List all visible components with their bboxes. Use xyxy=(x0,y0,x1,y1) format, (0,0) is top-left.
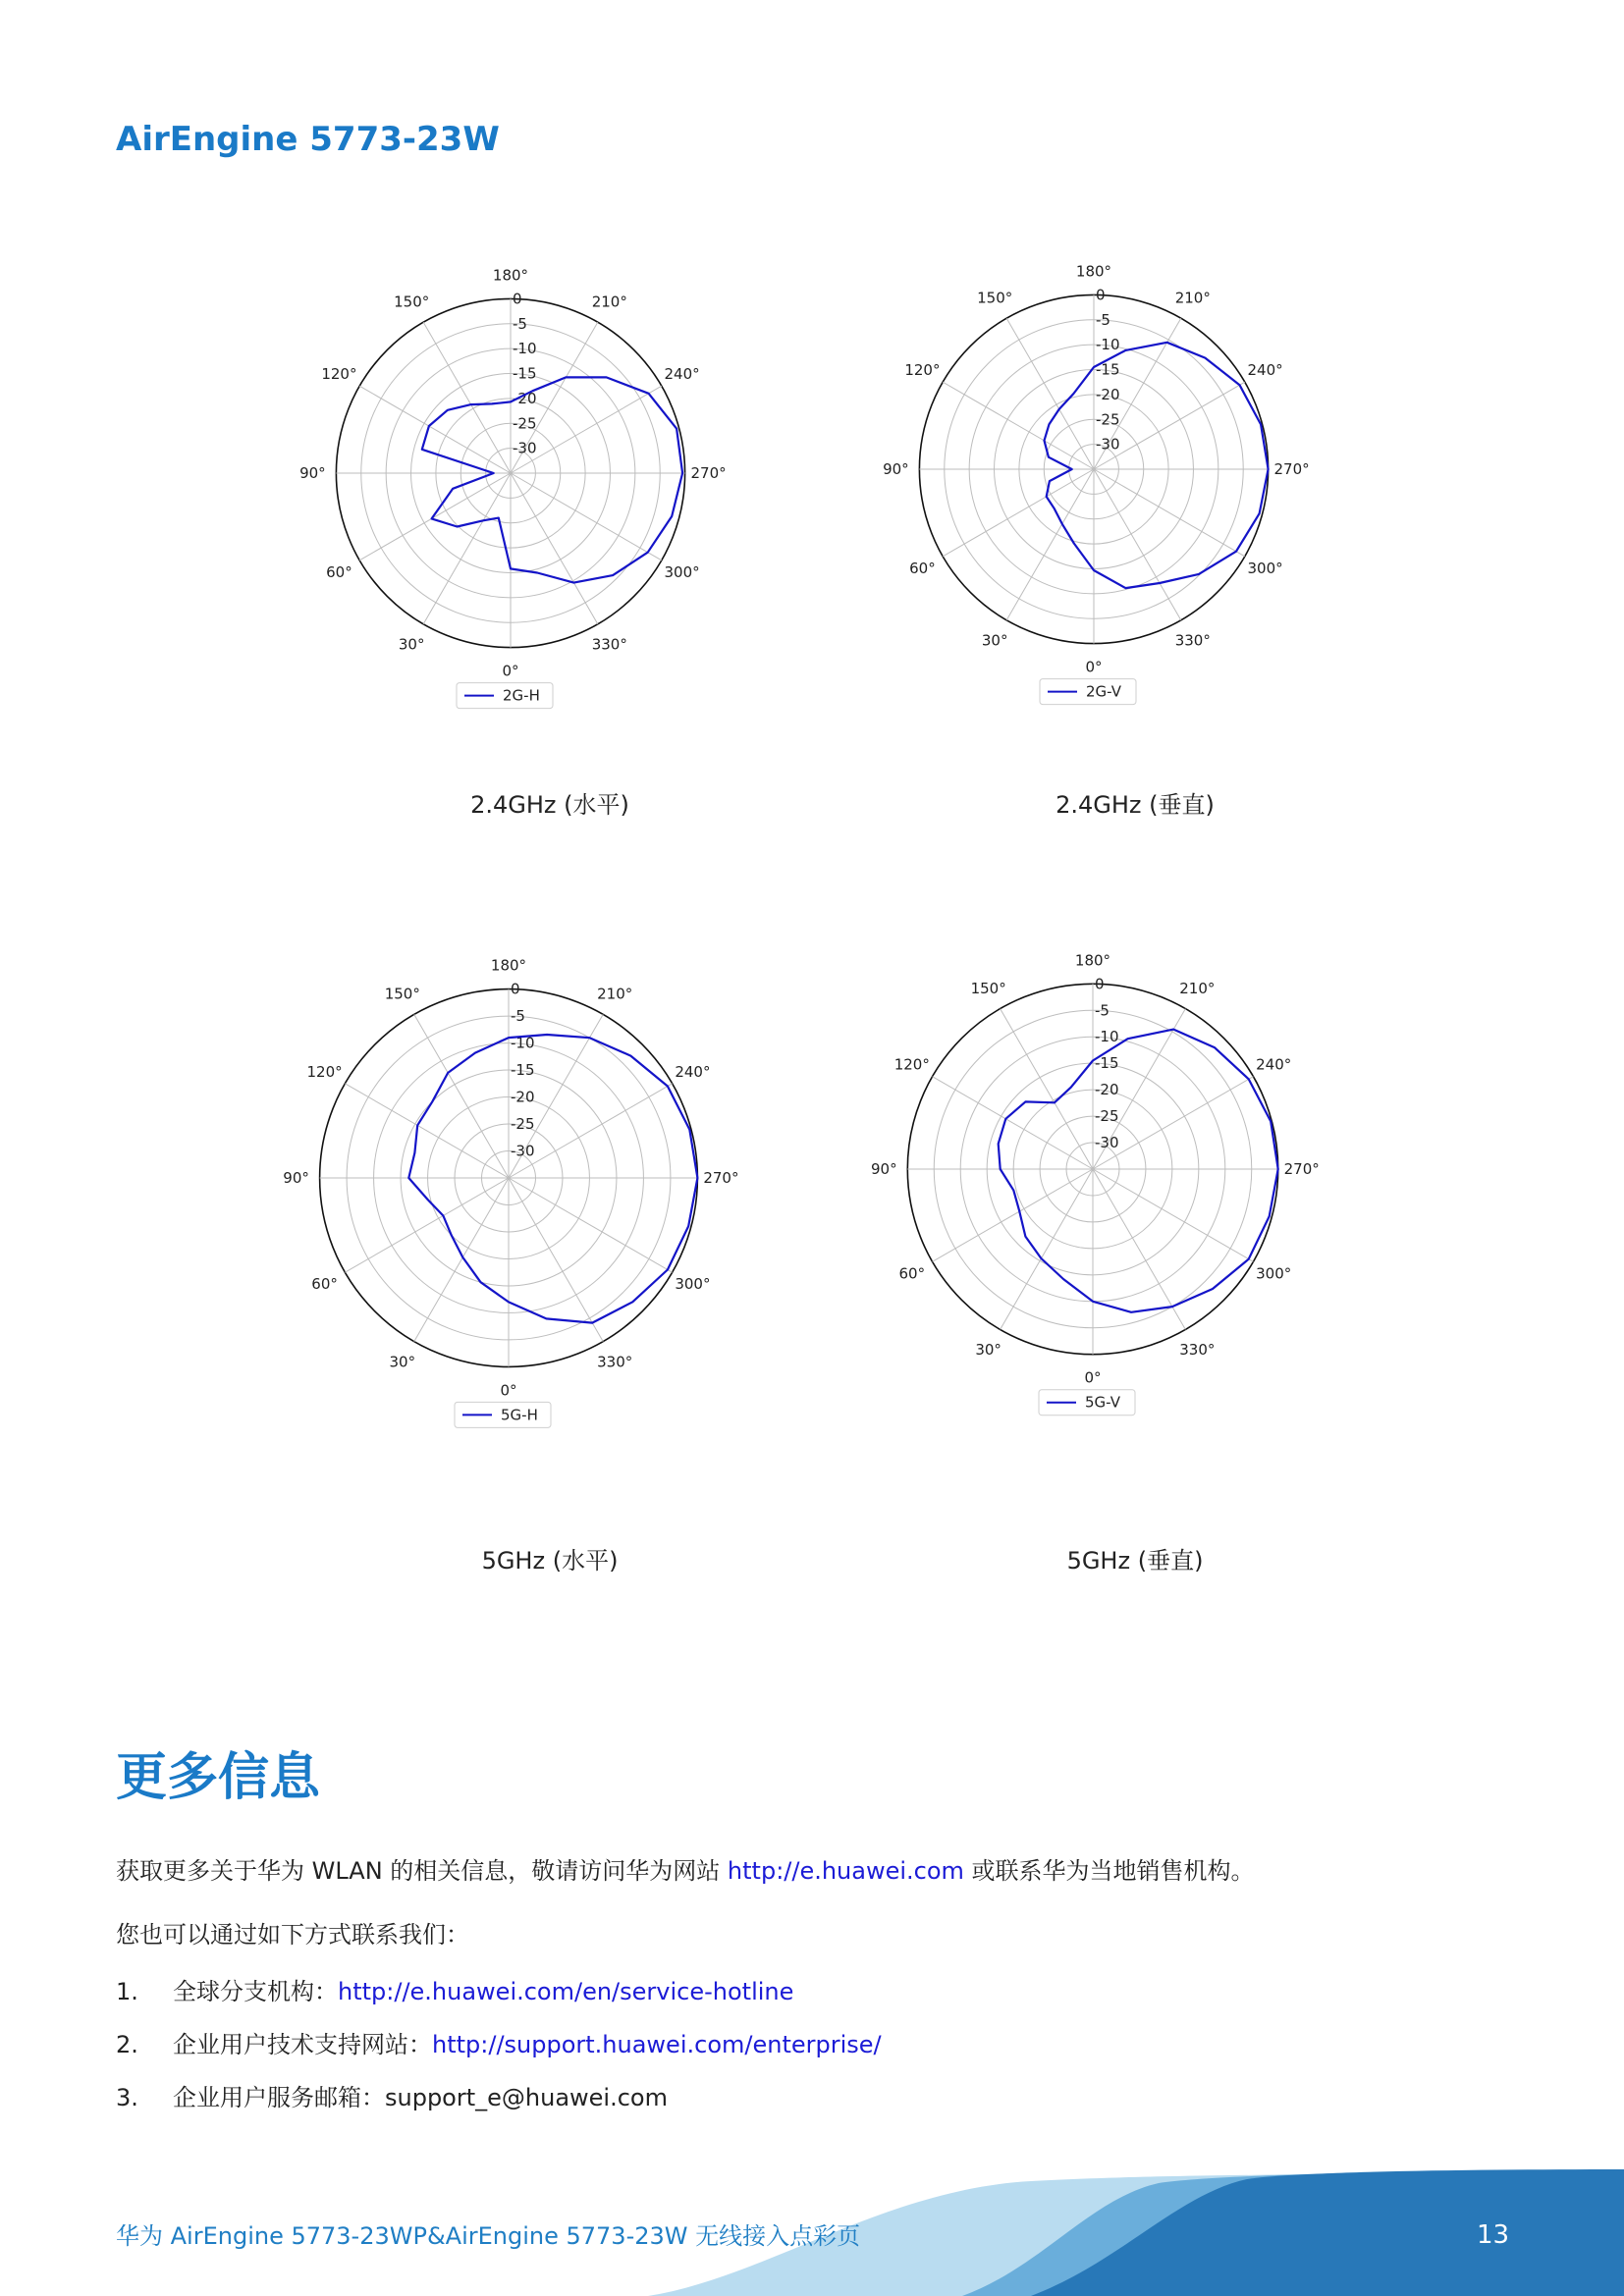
grid-spoke xyxy=(359,473,511,561)
angle-tick-label: 150° xyxy=(970,979,1006,997)
angle-tick-label: 240° xyxy=(664,365,700,384)
polar-chart-2g-v xyxy=(858,253,1329,724)
radial-tick-label: -15 xyxy=(1095,1054,1119,1073)
grid-spoke xyxy=(509,1178,603,1342)
angle-tick-label: 90° xyxy=(283,1169,309,1187)
section-title-more-info: 更多信息 xyxy=(116,1748,321,1807)
page-number: 13 xyxy=(1477,2220,1510,2250)
angle-tick-label: 60° xyxy=(326,562,352,581)
grid-spoke xyxy=(1006,469,1094,620)
radial-tick-label: -10 xyxy=(1095,1028,1119,1046)
angle-tick-label: 180° xyxy=(492,266,529,285)
grid-spoke xyxy=(423,322,511,473)
list-item xyxy=(116,1976,882,2029)
angle-tick-label: 240° xyxy=(1256,1055,1292,1074)
angle-tick-label: 330° xyxy=(591,635,627,654)
angle-tick-label: 210° xyxy=(1174,289,1211,307)
angle-tick-label: 210° xyxy=(597,985,633,1003)
service-hotline-link[interactable]: http://e.huawei.com/en/service-hotline xyxy=(338,1978,794,2005)
angle-tick-label: 330° xyxy=(1179,1341,1216,1360)
grid-spoke xyxy=(509,1178,673,1272)
angle-tick-label: 330° xyxy=(1174,631,1211,650)
angle-tick-label: 150° xyxy=(394,293,430,311)
radial-tick-label: -25 xyxy=(513,414,537,433)
radial-tick-label: 0 xyxy=(513,290,522,308)
radial-tick-label: -15 xyxy=(1096,360,1120,379)
grid-spoke xyxy=(1094,469,1245,557)
radial-tick-label: -30 xyxy=(511,1142,535,1160)
radial-tick-label: -10 xyxy=(513,340,537,358)
chart-caption-5g-h: 5GHz (水平) xyxy=(481,1547,619,1575)
radial-tick-label: -25 xyxy=(1096,410,1120,429)
angle-tick-label: 300° xyxy=(1247,559,1283,577)
list-item xyxy=(116,2029,882,2082)
legend-label: 2G-H xyxy=(503,686,540,705)
grid-spoke xyxy=(345,1084,509,1178)
polar-chart-svg xyxy=(253,942,764,1453)
angle-tick-label: 30° xyxy=(981,631,1008,650)
angle-tick-label: 240° xyxy=(1247,361,1283,380)
grid-spoke xyxy=(933,1169,1093,1261)
radial-tick-label: -20 xyxy=(1095,1081,1119,1099)
angle-tick-label: 0° xyxy=(502,662,519,680)
angle-tick-label: 300° xyxy=(664,562,700,581)
grid-spoke xyxy=(414,1014,509,1178)
support-email: support_e@huawei.com xyxy=(385,2084,668,2111)
angle-tick-label: 60° xyxy=(311,1275,338,1294)
angle-tick-label: 210° xyxy=(591,293,627,311)
angle-tick-label: 60° xyxy=(898,1264,926,1283)
list-item xyxy=(116,2082,882,2135)
polar-chart-svg xyxy=(842,938,1343,1439)
angle-tick-label: 90° xyxy=(299,464,326,482)
grid-spoke xyxy=(1094,469,1181,620)
angle-tick-label: 150° xyxy=(384,985,420,1003)
angle-tick-label: 240° xyxy=(675,1062,711,1081)
list-number: 1. xyxy=(116,1978,138,2005)
grid-spoke xyxy=(414,1178,509,1342)
angle-tick-label: 30° xyxy=(389,1353,416,1371)
angle-tick-label: 120° xyxy=(321,365,357,384)
angle-tick-label: 210° xyxy=(1179,979,1216,997)
pattern-series-line xyxy=(1045,343,1269,588)
list-number: 2. xyxy=(116,2031,138,2058)
polar-chart-5g-h xyxy=(253,942,764,1453)
list-label: 企业用户服务邮箱： xyxy=(173,2084,385,2111)
angle-tick-label: 300° xyxy=(675,1275,711,1294)
grid-spoke xyxy=(511,473,598,624)
polar-chart-2g-h xyxy=(275,257,746,728)
radial-tick-label: 0 xyxy=(1095,975,1105,993)
angle-tick-label: 180° xyxy=(1074,951,1111,970)
angle-tick-label: 270° xyxy=(1283,1160,1320,1178)
angle-tick-label: 150° xyxy=(977,289,1013,307)
huawei-website-link[interactable]: http://e.huawei.com xyxy=(727,1857,964,1885)
intro-paragraph xyxy=(116,1851,1255,1886)
angle-tick-label: 120° xyxy=(904,361,941,380)
radial-tick-label: -5 xyxy=(513,314,527,333)
grid-spoke xyxy=(943,469,1094,557)
grid-spoke xyxy=(1006,318,1094,469)
angle-tick-label: 330° xyxy=(597,1353,633,1371)
intro-text-before: 获取更多关于华为 WLAN 的相关信息，敬请访问华为网站 xyxy=(116,1857,728,1885)
angle-tick-label: 30° xyxy=(975,1341,1001,1360)
chart-caption-5g-v: 5GHz (垂直) xyxy=(1066,1547,1204,1575)
polar-chart-5g-v xyxy=(842,938,1343,1439)
grid-spoke xyxy=(1093,1169,1253,1261)
radial-tick-label: -5 xyxy=(1096,310,1110,329)
radial-tick-label: -25 xyxy=(511,1115,535,1134)
legend-label: 5G-H xyxy=(501,1406,538,1424)
angle-tick-label: 270° xyxy=(1273,460,1310,478)
radial-tick-label: -15 xyxy=(513,364,537,383)
radial-tick-label: -30 xyxy=(513,439,537,457)
chart-caption-2g-v: 2.4GHz (垂直) xyxy=(1056,791,1215,819)
radial-tick-label: -20 xyxy=(513,389,537,407)
radial-tick-label: -30 xyxy=(1096,435,1120,454)
list-number: 3. xyxy=(116,2084,138,2111)
radial-tick-label: -10 xyxy=(1096,336,1120,354)
angle-tick-label: 270° xyxy=(690,464,727,482)
angle-tick-label: 180° xyxy=(490,956,527,975)
legend-label: 2G-V xyxy=(1086,682,1121,701)
angle-tick-label: 120° xyxy=(893,1055,930,1074)
radial-tick-label: -5 xyxy=(511,1007,525,1026)
polar-chart-svg xyxy=(858,253,1329,724)
footer-product-text: 华为 AirEngine 5773-23WP&AirEngine 5773-23W 无线接入点彩页 xyxy=(116,2222,861,2250)
angle-tick-label: 0° xyxy=(1084,1368,1102,1387)
intro-text-after: 或联系华为当地销售机构。 xyxy=(963,1857,1255,1885)
grid-spoke xyxy=(345,1178,509,1272)
angle-tick-label: 30° xyxy=(398,635,425,654)
list-label: 全球分支机构： xyxy=(173,1978,338,2005)
document-title: AirEngine 5773-23W xyxy=(116,120,500,159)
radial-tick-label: -25 xyxy=(1095,1107,1119,1126)
legend-label: 5G-V xyxy=(1085,1393,1120,1412)
radial-tick-label: -20 xyxy=(511,1088,535,1106)
angle-tick-label: 270° xyxy=(703,1169,739,1187)
angle-tick-label: 180° xyxy=(1075,262,1112,281)
grid-spoke xyxy=(359,386,511,473)
support-website-link[interactable]: http://support.huawei.com/enterprise/ xyxy=(432,2031,882,2058)
radial-tick-label: 0 xyxy=(1096,286,1106,304)
angle-tick-label: 0° xyxy=(500,1381,517,1400)
chart-caption-2g-h: 2.4GHz (水平) xyxy=(470,791,629,819)
radial-tick-label: -20 xyxy=(1096,385,1120,403)
contact-list xyxy=(116,1976,882,2135)
contact-line: 您也可以通过如下方式联系我们： xyxy=(116,1921,469,1949)
angle-tick-label: 90° xyxy=(883,460,909,478)
grid-spoke xyxy=(511,473,662,561)
radial-tick-label: -30 xyxy=(1095,1134,1119,1152)
angle-tick-label: 120° xyxy=(306,1062,343,1081)
radial-tick-label: -5 xyxy=(1095,1001,1110,1020)
list-label: 企业用户技术支持网站： xyxy=(173,2031,432,2058)
pattern-series-line xyxy=(408,1035,697,1323)
radial-tick-label: -15 xyxy=(511,1061,535,1080)
angle-tick-label: 60° xyxy=(909,559,936,577)
angle-tick-label: 0° xyxy=(1085,658,1103,676)
grid-spoke xyxy=(1001,1009,1093,1169)
grid-spoke xyxy=(423,473,511,624)
radial-tick-label: 0 xyxy=(511,980,520,998)
angle-tick-label: 300° xyxy=(1256,1264,1292,1283)
radial-tick-label: -10 xyxy=(511,1034,535,1052)
polar-chart-svg xyxy=(275,257,746,728)
angle-tick-label: 90° xyxy=(871,1160,897,1178)
